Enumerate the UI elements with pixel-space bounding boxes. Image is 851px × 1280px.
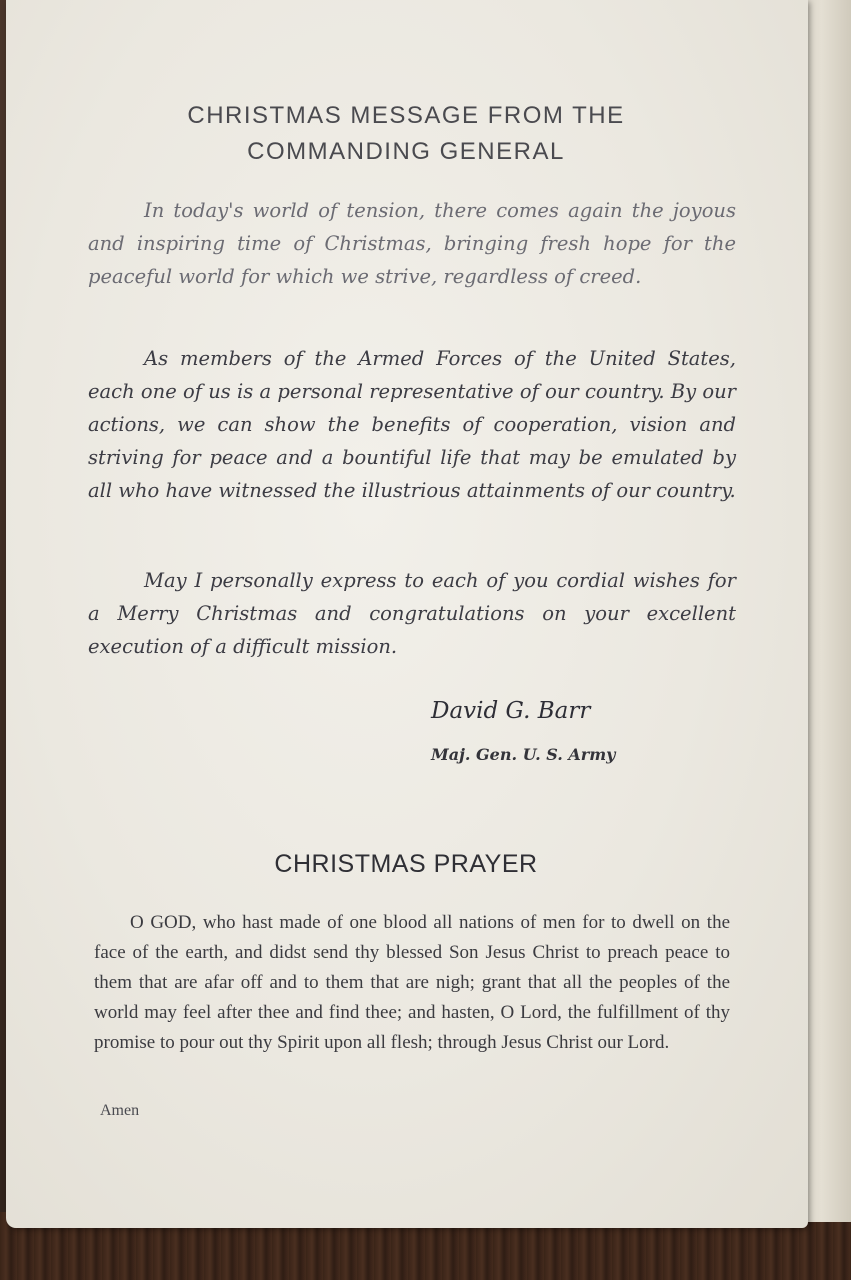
message-paragraph-1: In today's world of tension, there comes again the joyous and inspiring time of Christmas, bringing fresh hope for the peaceful world for which we strive, regardless of creed.: [88, 199, 736, 288]
prayer-title: CHRISTMAS PRAYER: [274, 850, 538, 878]
prayer-amen: Amen: [100, 1102, 140, 1119]
document-page: [6, 0, 808, 1228]
signature-rank: Maj. Gen. U. S. Army: [431, 745, 616, 764]
signature: David G. Barr: [431, 698, 591, 724]
title-line-1: CHRISTMAS MESSAGE FROM THE: [187, 102, 625, 129]
message-paragraph-3: May I personally express to each of you cordial wishes for a Merry Christmas and congratulations on your excellent execution of a difficult mission.: [88, 569, 736, 658]
message-paragraph-2: As members of the Armed Forces of the United States, each one of us is a personal representative of our country. By our actions, we can show the benefits of cooperation, vision and striving for peace and a bountiful life that may be emulated by all who have witnessed the illustrious attainments of our country.: [88, 347, 736, 502]
message-title: [106, 98, 706, 170]
prayer-text: O GOD, who hast made of one blood all nations of men for to dwell on the face of the earth, and didst send thy blessed Son Jesus Christ to preach peace to them that are afar off and to them that are nigh; grant that all the peoples of the world may feel after thee and find thee; and hasten, O Lord, the fulfillment of thy promise to pour out thy Spirit upon all flesh; through Jesus Christ our Lord.: [94, 912, 730, 1053]
title-line-2: COMMANDING GENERAL: [247, 138, 565, 165]
